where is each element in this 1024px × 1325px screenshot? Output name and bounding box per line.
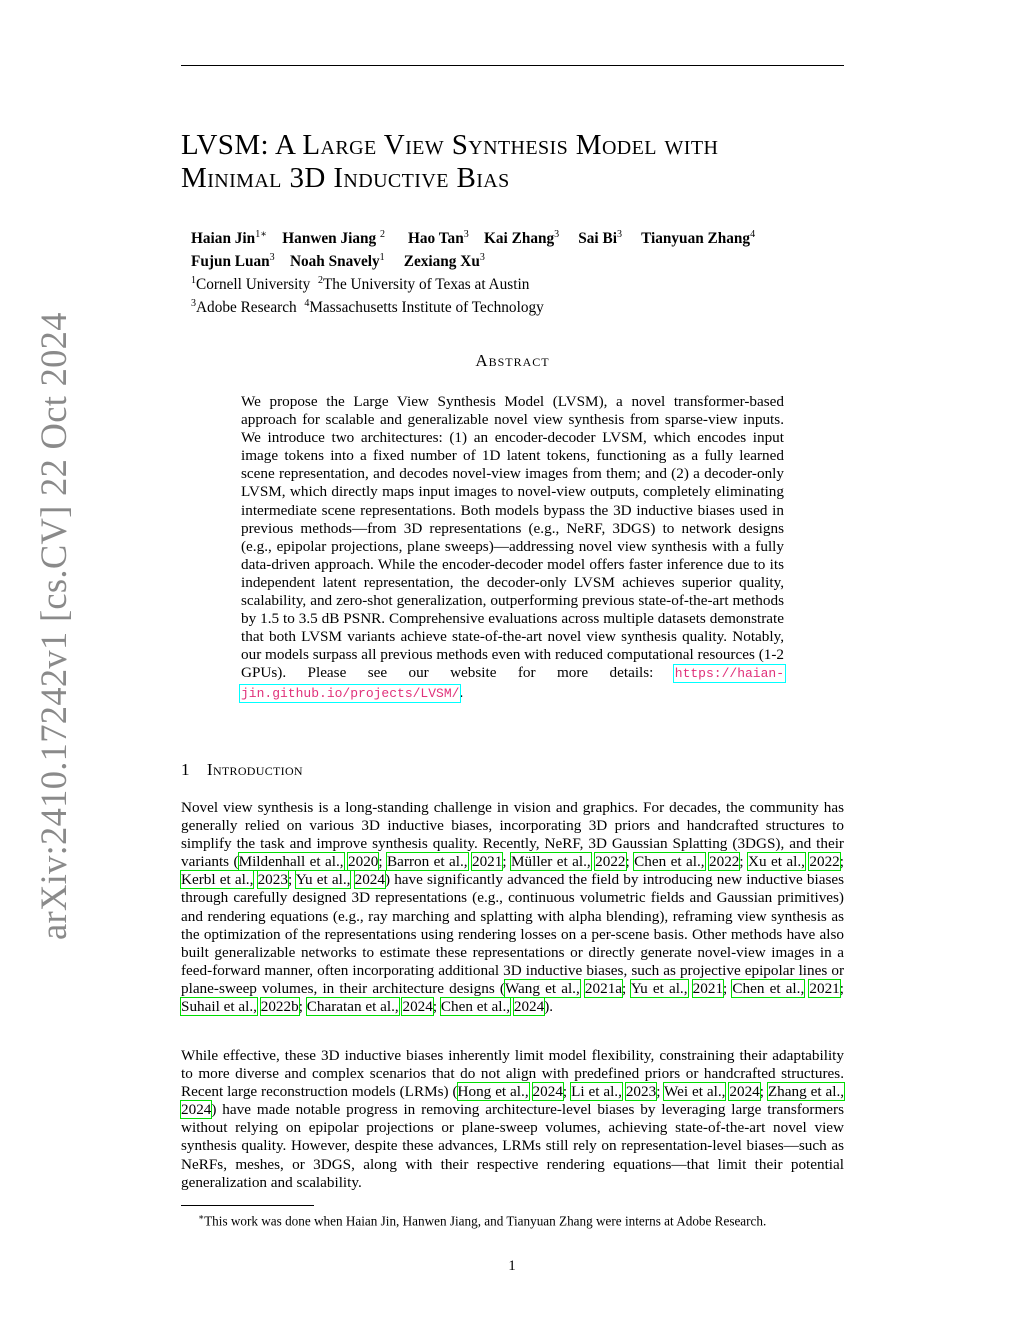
citation-link[interactable]: Kerbl et al., [181,871,254,889]
citation-link[interactable]: 2024 [354,871,385,889]
author-line-1: Haian Jin$^{1∗}$ Hanwen Jiang $^2$ Hao Tan$^3$ Kai Zhang$^3$ Sai Bi$^3$ Tianyuan Zhang$^4$ [191,229,756,248]
citation-link[interactable]: Chen et al., [732,979,805,997]
citation-link[interactable]: 2022 [709,853,740,871]
citation-link[interactable]: 2024 [513,998,545,1016]
citation-link[interactable]: Müller et al., [511,853,591,871]
section-heading-introduction: 1 Introduction [181,760,303,779]
citation-link[interactable]: 2024 [181,1101,212,1119]
citation-link[interactable]: Chen et al., [440,998,511,1016]
citation-link[interactable]: 2021 [692,979,724,997]
citation-link[interactable]: 2021a [584,979,623,997]
arxiv-identifier: arXiv:2410.17242v1 [cs.CV] 22 Oct 2024 [33,312,74,940]
citation-link[interactable]: Suhail et al., [181,998,257,1016]
abstract-text: We propose the Large View Synthesis Model (LVSM), a novel transformer-based approach for scalable and generalizable novel view synthesis from sparse-view inputs. We introduce two architectures: (1) an encoder-decoder LVSM, which encodes input image tokens into a fixed number of 1D latent tokens, functioning as a fully learned scene representation, and decodes novel-view images from them; and (2) a decoder-only LVSM, which directly maps input images to novel-view outputs, completely eliminating intermediate scene representations. Both models bypass the 3D inductive biases used in previous methods—from 3D representations (e.g., NeRF, 3DGS) to network designs (e.g., epipolar projections, plane sweeps)—addressing novel view synthesis with a fully data-driven approach. While the encoder-decoder model offers faster inference due to its independent latent representation, the decoder-only LVSM achieves superior quality, scalability, and zero-shot generalization, outperforming previous state-of-the-art methods by 1.5 to 3.5 dB PSNR. Comprehensive evaluations across multiple datasets demonstrate that both LVSM variants achieve state-of-the-art novel view synthesis quality. Notably, our models surpass all previous methods even with reduced computational resources (1-2 GPUs). Please see our website for more details: https://haian-jin.github.io/projects/LVSM/. [241,393,784,701]
citation-link[interactable]: 2023 [625,1083,657,1101]
citation-link[interactable]: 2022 [809,853,840,871]
footnote-rule [181,1205,314,1206]
citation-link[interactable]: Zhang et al., [767,1083,845,1101]
citation-link[interactable]: Barron et al., [387,853,468,871]
author-line-2: Fujun Luan$^3$ Noah Snavely$^1$ Zexiang Xu$^3$ [191,252,485,271]
citation-link[interactable]: Wang et al., [504,979,580,997]
citation-link[interactable]: Charatan et al., [306,998,399,1016]
citation-link[interactable]: 2024 [402,998,433,1016]
intro-paragraph-1: Novel view synthesis is a long-standing challenge in vision and graphics. For decades, the community has generally relied on various 3D inductive biases, incorporating 3D priors and handcrafted structures to simplify the task and improve synthesis quality. Recently, NeRF, 3D Gaussian Splatting (3DGS), and their variants (Mildenhall et al., 2020; Barron et al., 2021; Müller et al., 2022; Chen et al., 2022; Xu et al., 2022; Kerbl et al., 2023; Yu et al., 2024) have significantly advanced the field by introducing new inductive biases through carefully designed 3D representations (e.g., continuous volumetric fields and Gaussian primitives) and rendering equations (e.g., ray marching and splatting with alpha blending), reframing view synthesis as the optimization of the representations using rendering losses on a per-scene basis. Other methods have also built generalizable networks to estimate these representations or directly generate novel-view images in a feed-forward manner, often incorporating additional 3D inductive biases, such as projective epipolar lines or plane-sweep volumes, in their architecture designs (Wang et al., 2021a; Yu et al., 2021; Chen et al., 2021; Suhail et al., 2022b; Charatan et al., 2024; Chen et al., 2024). [181,799,845,1016]
citation-link[interactable]: Wei et al., [664,1083,726,1101]
author-block [191,225,755,317]
citation-link[interactable]: Yu et al., [295,871,351,889]
citation-link[interactable]: 2021 [471,853,503,871]
top-rule [181,65,844,66]
affiliation-line-1: $^1$Cornell University $^2$The University of Texas at Austin [191,275,530,294]
citation-link[interactable]: Yu et al., [630,979,688,997]
paper-title: LVSM: A Large View Synthesis Model with Minimal 3D Inductive Bias [181,129,719,194]
project-url-link[interactable]: https://haian-jin.github.io/projects/LVSM/ [241,666,784,701]
citation-link[interactable]: 2020 [348,853,379,871]
citation-link[interactable]: 2024 [729,1083,760,1101]
citation-link[interactable]: 2024 [532,1083,563,1101]
citation-link[interactable]: Hong et al., [457,1083,529,1101]
citation-link[interactable]: 2021 [809,979,840,997]
abstract-heading: Abstract [475,351,550,370]
citation-link[interactable]: Chen et al., [634,853,705,871]
footnote: ∗This work was done when Haian Jin, Hanwen Jiang, and Tianyuan Zhang were interns at Adobe Research. [198,1212,767,1229]
page-number: 1 [508,1258,516,1274]
intro-paragraph-2: While effective, these 3D inductive biases inherently limit model flexibility, constraining their adaptability to more diverse and complex scenarios that do not align with predefined priors or handcrafted structures. Recent large reconstruction models (LRMs) (Hong et al., 2024; Li et al., 2023; Wei et al., 2024; Zhang et al., 2024) have made notable progress in removing architecture-level biases by leveraging large transformers without relying on epipolar projections or plane-sweep volumes, achieving state-of-the-art novel view synthesis quality. However, despite these advances, LRMs still rely on representation-level biases—such as NeRFs, meshes, or 3DGS, along with their respective rendering equations—that limit their potential generalization and scalability. [181,1047,845,1191]
citation-link[interactable]: Li et al., [571,1083,622,1101]
affiliation-line-2: $^3$Adobe Research $^4$Massachusetts Institute of Technology [191,298,544,317]
citation-link[interactable]: Mildenhall et al., [238,853,344,871]
citation-link[interactable]: 2022 [595,853,626,871]
citation-link[interactable]: 2023 [257,871,288,889]
citation-link[interactable]: Xu et al., [748,853,805,871]
citation-link[interactable]: 2022b [260,998,299,1016]
